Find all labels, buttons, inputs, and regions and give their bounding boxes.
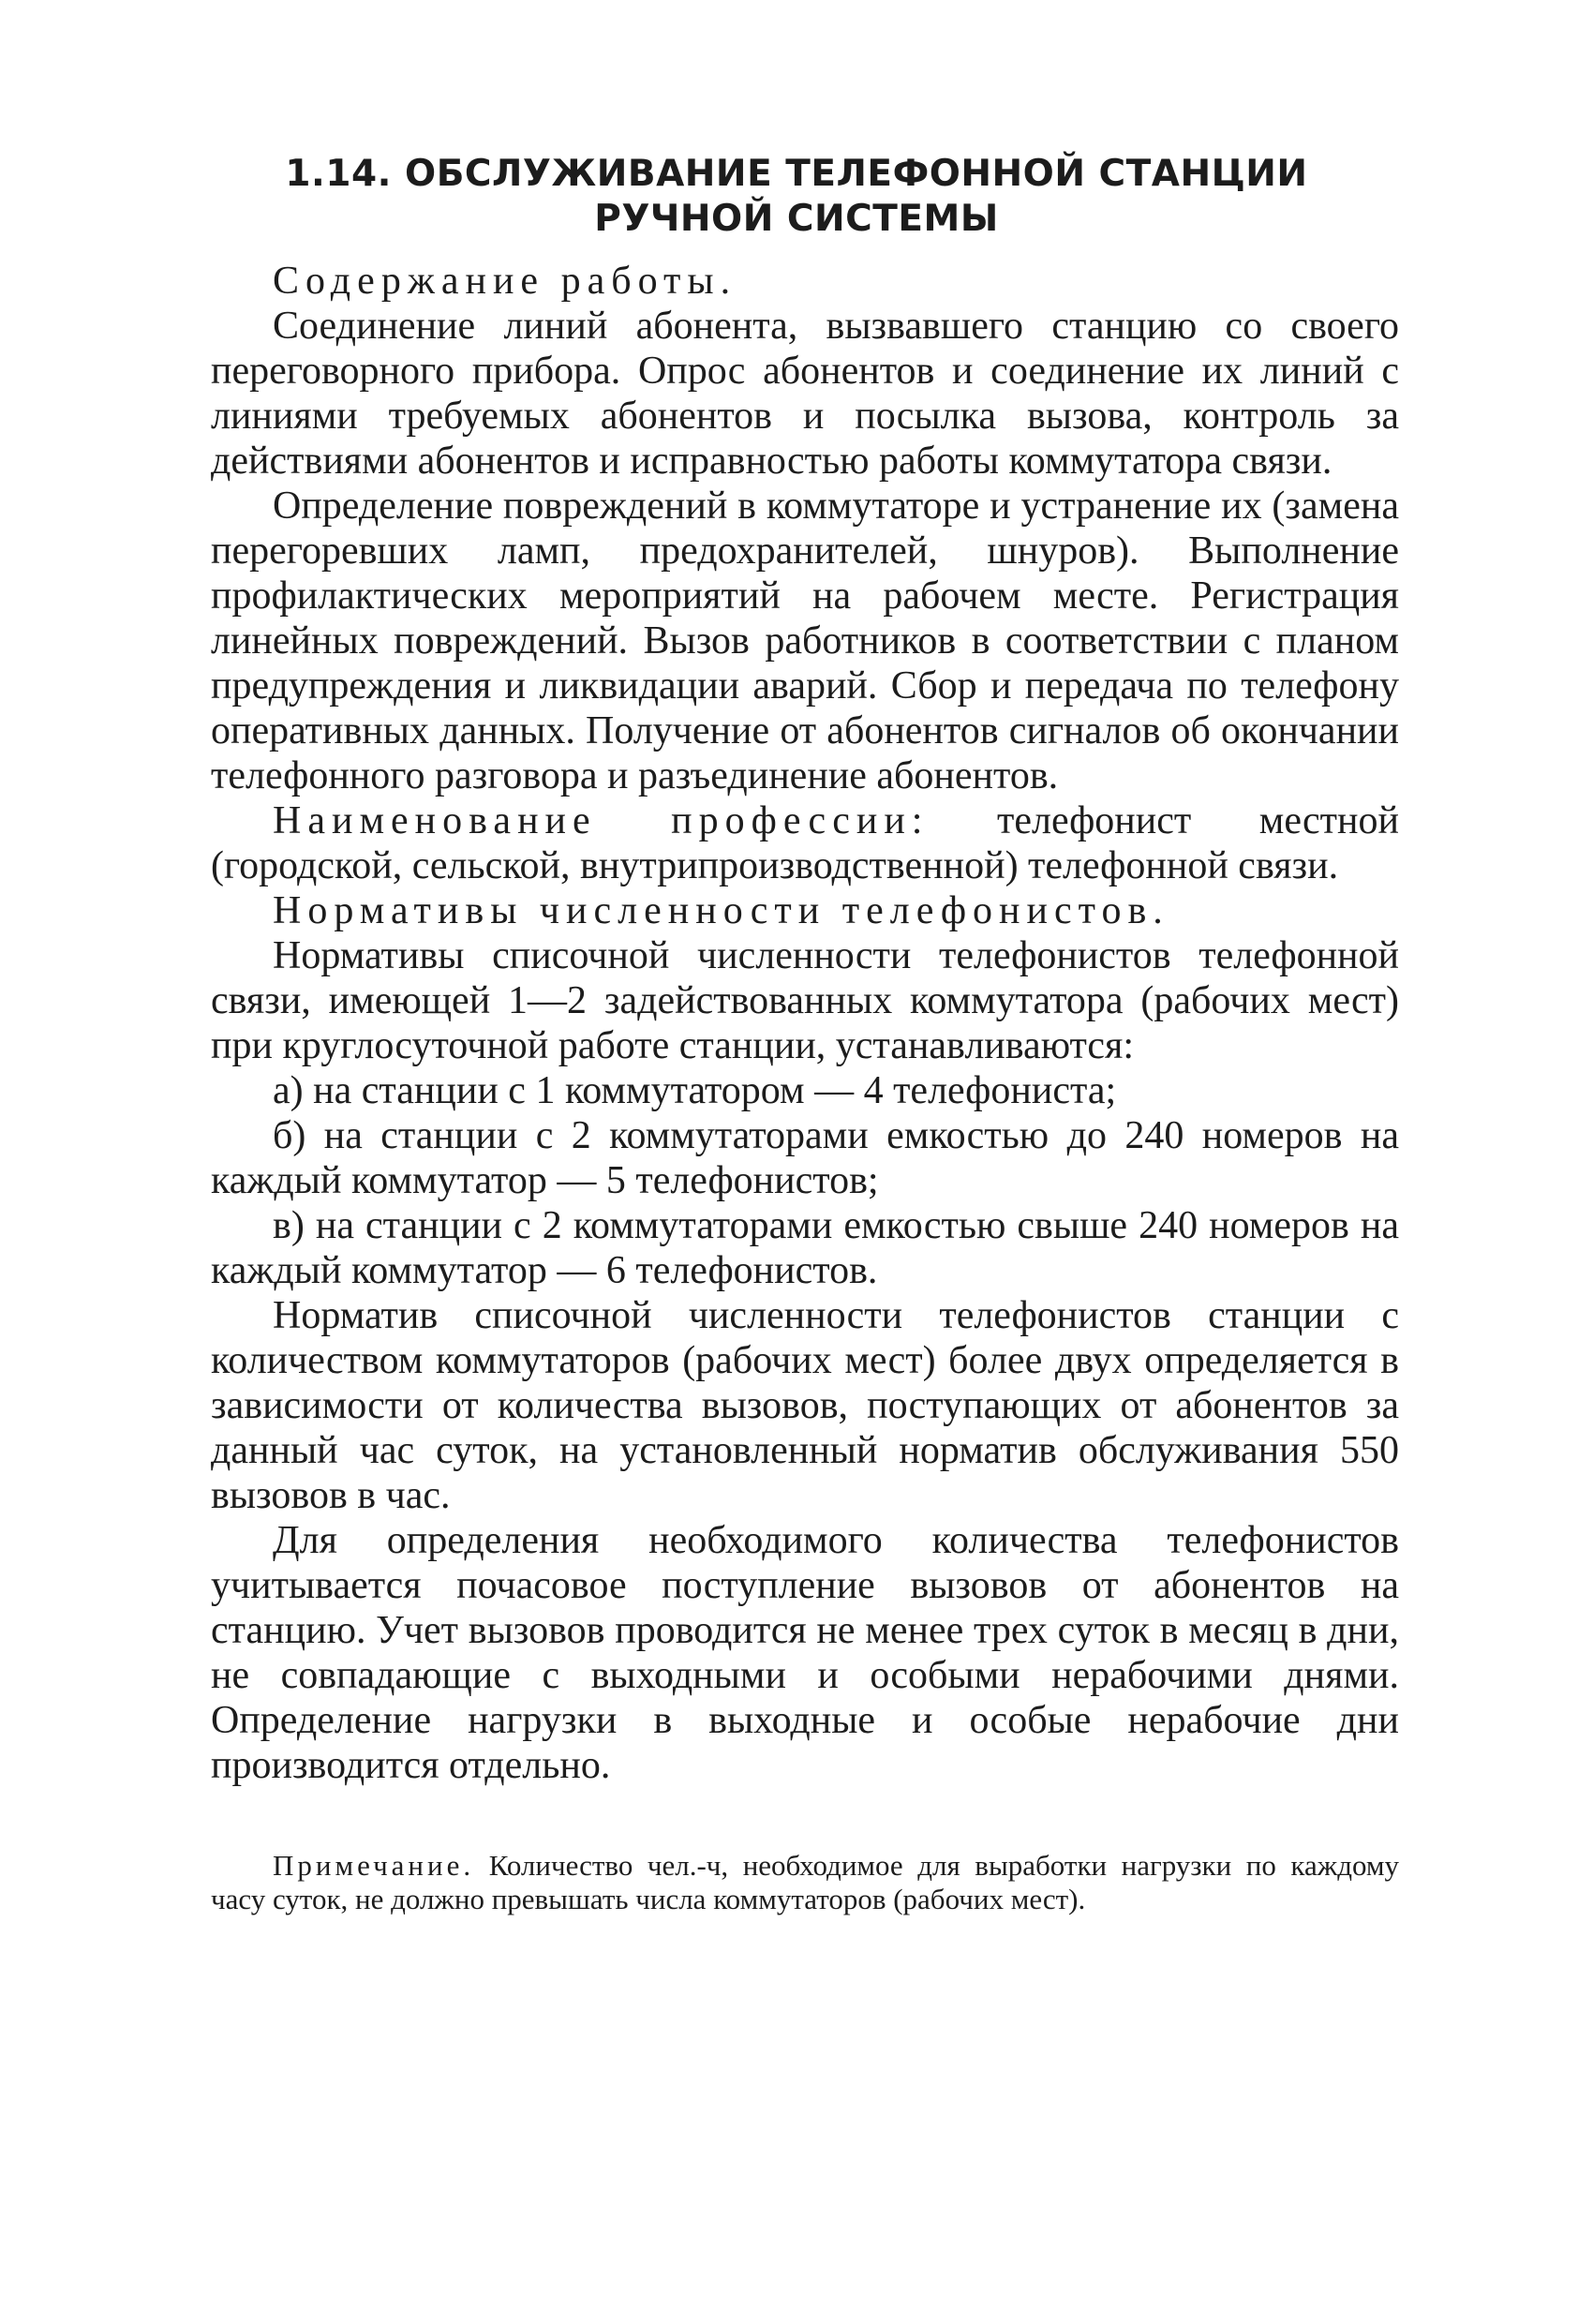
list-item: б) на станции с 2 коммутаторами емкостью до 240 номеров на каждый коммутатор — 5 телефонистов;	[211, 1114, 1399, 1202]
paragraph: Определение повреждений в коммутаторе и устранение их (замена перегоревших ламп, предохранителей, шнуров). Выполнение профилактических мероприятий на рабочем месте. Регистрация линейных повреждений. Вызов работников в соответствии с планом предупреждения и ликвидации аварий. Сбор и передача по телефону оперативных данных. Получение от абонентов сигналов об окончании телефонного разговора и разъединение абонентов.	[211, 484, 1399, 797]
subheading-work-content	[211, 259, 1399, 304]
note-text: Количество чел.-ч, необходимое для выработки нагрузки по каждому часу суток, не должно превышать числа коммутаторов (рабочих мест).	[211, 1849, 1399, 1915]
paragraph: Для определения необходимого количества телефонистов учитывается почасовое поступление вызовов от абонентов на станцию. Учет вызовов проводится не менее трех суток в месяц в дни, не совпадающие с выходными и особыми нерабочими днями. Определение нагрузки в выходные и особые нерабочие дни производится отдельно.	[211, 1519, 1399, 1787]
paragraph-text: телефонист местной (городской, сельской, внутрипроизводственной) телефонной связи.	[211, 799, 1399, 887]
section-heading	[211, 152, 1382, 242]
paragraph: Норматив списочной численности телефонистов станции с количеством коммутаторов (рабочих мест) более двух определяется в зависимости от количества вызовов, поступающих от абонентов за данный час суток, на установленный норматив обслуживания 550 вызовов в час.	[211, 1294, 1399, 1517]
paragraph: Нормативы списочной численности телефонистов телефонной связи, имеющей 1—2 задействованных коммутатора (рабочих мест) при круглосуточной работе станции, устанавливаются:	[211, 934, 1399, 1067]
footnote	[211, 1849, 1399, 1916]
heading-line-1: 1.14. ОБСЛУЖИВАНИЕ ТЕЛЕФОННОЙ СТАНЦИИ	[285, 153, 1308, 195]
subheading-label: Нормативы численности телефонистов.	[273, 889, 1169, 932]
subheading-label: Содержание работы.	[273, 260, 737, 303]
note-paragraph	[211, 1849, 1399, 1916]
heading-line-2: РУЧНОЙ СИСТЕМЫ	[594, 198, 999, 240]
note-label: Примечание.	[273, 1849, 475, 1882]
paragraph: Соединение линий абонента, вызвавшего станцию со своего переговорного прибора. Опрос абонентов и соединение их линий с линиями требуемых абонентов и посылка вызова, контроль за действиями абонентов и исправностью работы коммутатора связи.	[211, 305, 1399, 483]
paragraph-profession	[211, 798, 1399, 888]
subheading-label: Наименование профессии:	[273, 799, 930, 842]
subheading-norms	[211, 888, 1399, 933]
list-item: в) на станции с 2 коммутаторами емкостью свыше 240 номеров на каждый коммутатор — 6 телефонистов.	[211, 1204, 1399, 1292]
list-item: а) на станции с 1 коммутатором — 4 телефониста;	[273, 1069, 1117, 1112]
document-body	[211, 259, 1399, 1788]
